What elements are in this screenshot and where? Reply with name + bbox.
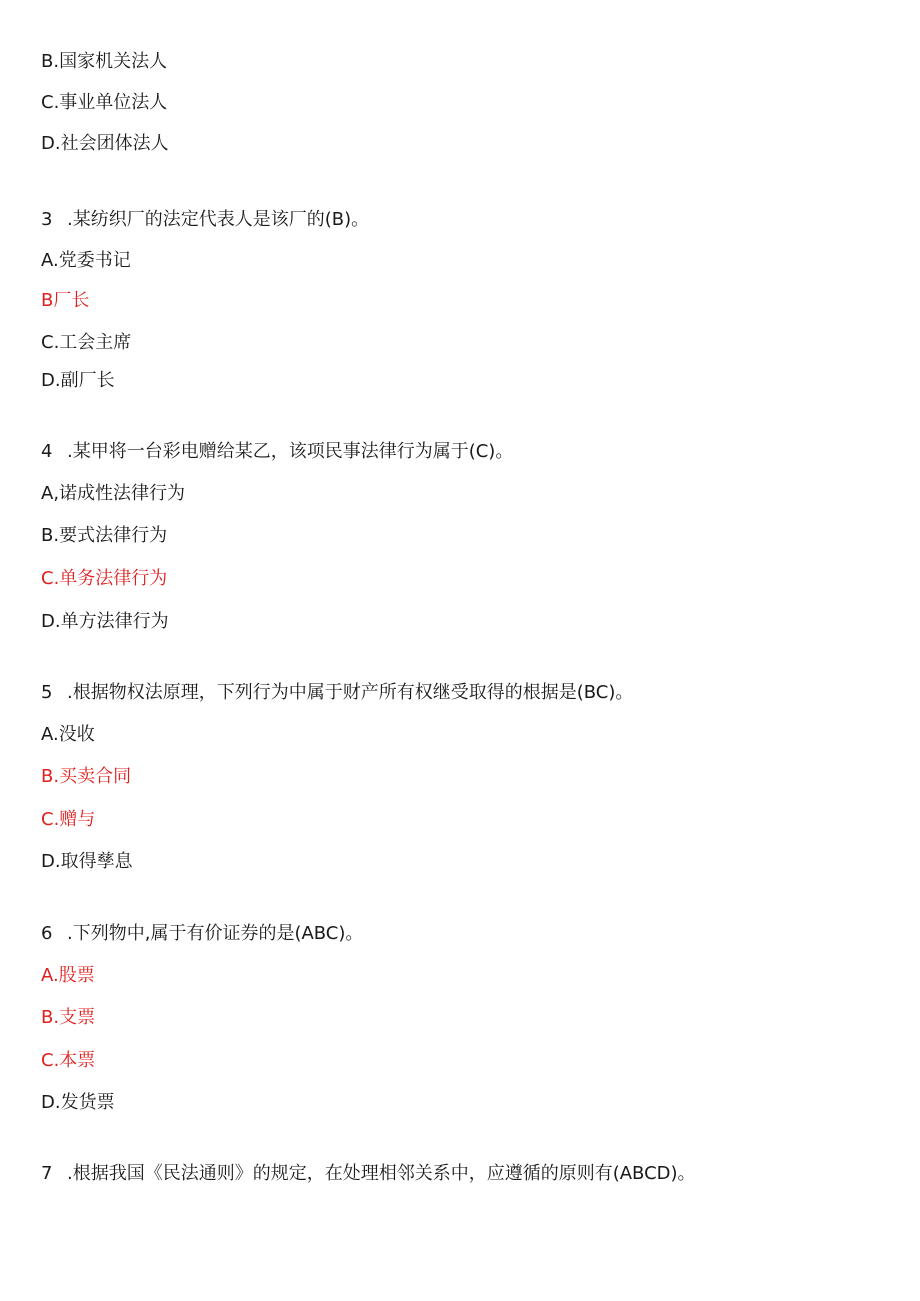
option-q6-d: D.发货票	[41, 1092, 115, 1113]
option-q2-c: C.事业单位法人	[41, 92, 168, 113]
option-q4-d: D.单方法律行为	[41, 611, 169, 632]
question-7-stem	[41, 1163, 696, 1185]
option-q2-b: B.国家机关法人	[41, 51, 168, 72]
option-q5-a: A.没收	[41, 724, 95, 745]
option-q6-c-correct: C.本票	[41, 1050, 96, 1071]
option-q6-b-correct: B.支票	[41, 1007, 96, 1028]
option-q3-d: D.副厂长	[41, 370, 115, 391]
question-text: .根据物权法原理，下列行为中属于财产所有权继受取得的根据是(BC)。	[67, 682, 634, 703]
option-q5-c-correct: C.赠与	[41, 809, 96, 830]
question-text: .下列物中,属于有价证券的是(ABC)。	[67, 923, 364, 944]
question-text: .根据我国《民法通则》的规定，在处理相邻关系中，应遵循的原则有(ABCD)。	[67, 1163, 696, 1184]
option-q3-c: C.工会主席	[41, 332, 132, 353]
option-q5-b-correct: B.买卖合同	[41, 766, 132, 787]
question-number: 6	[41, 923, 53, 944]
option-q4-b: B.要式法律行为	[41, 525, 168, 546]
option-q5-d: D.取得孳息	[41, 851, 133, 872]
question-number: 7	[41, 1163, 53, 1184]
question-number: 4	[41, 441, 53, 462]
question-text: .某纺织厂的法定代表人是该厂的(B)。	[67, 209, 370, 230]
question-number: 5	[41, 682, 53, 703]
option-q3-b-correct: B厂长	[41, 290, 90, 311]
option-q4-a: A,诺成性法律行为	[41, 483, 186, 504]
option-q4-c-correct: C.单务法律行为	[41, 568, 168, 589]
question-5-stem	[41, 682, 633, 704]
option-q6-a-correct: A.股票	[41, 965, 95, 986]
question-6-stem	[41, 923, 363, 945]
question-text: .某甲将一台彩电赠给某乙，该项民事法律行为属于(C)。	[67, 441, 514, 462]
question-4-stem	[41, 441, 513, 463]
question-number: 3	[41, 209, 53, 230]
option-q3-a: A.党委书记	[41, 250, 131, 271]
option-q2-d: D.社会团体法人	[41, 133, 169, 154]
question-3-stem	[41, 209, 369, 231]
